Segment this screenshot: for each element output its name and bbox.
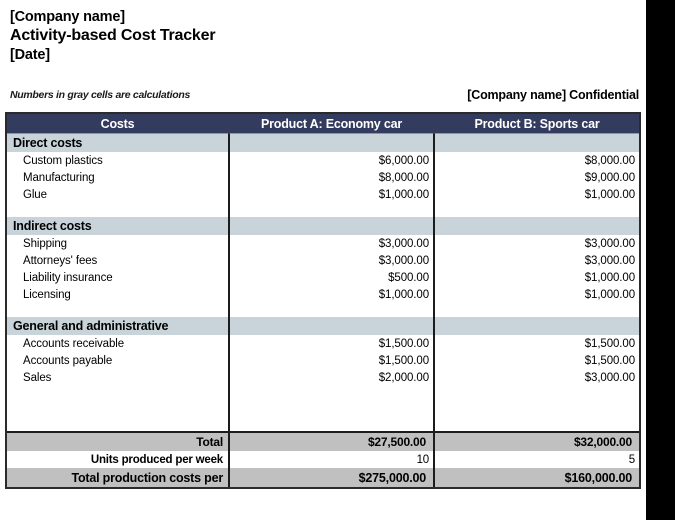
section-blank-a (229, 317, 434, 335)
section-blank-a (229, 217, 434, 235)
spacer-cell (434, 303, 639, 317)
row-value-product-a: $1,000.00 (229, 286, 434, 303)
row-value-product-b: $1,500.00 (434, 335, 639, 352)
total-value-product-a: $27,500.00 (229, 432, 434, 451)
table-row[interactable] (7, 369, 639, 386)
note-row (0, 89, 646, 107)
total-label: Total (7, 432, 229, 451)
confidential-label: [Company name] Confidential (467, 88, 639, 102)
spacer-cell (7, 203, 229, 217)
units-value-product-b: 5 (434, 451, 639, 468)
row-value-product-b: $9,000.00 (434, 169, 639, 186)
table-row[interactable] (7, 152, 639, 169)
row-value-product-b: $3,000.00 (434, 369, 639, 386)
row-label: Glue (23, 188, 47, 201)
cost-table-body (7, 114, 639, 487)
row-label: Manufacturing (23, 171, 95, 184)
table-row[interactable] (7, 252, 639, 269)
section-blank-b (434, 217, 639, 235)
document-title: Activity-based Cost Tracker (10, 27, 216, 44)
section-title: Indirect costs (7, 217, 229, 235)
spacer-row (7, 386, 639, 432)
header-costs: Costs (7, 114, 229, 134)
title-block (10, 8, 630, 64)
spacer-cell (434, 386, 639, 432)
row-value-product-b: $3,000.00 (434, 235, 639, 252)
table-row[interactable] (7, 169, 639, 186)
table-row[interactable] (7, 269, 639, 286)
cost-table (7, 114, 639, 487)
row-label: Shipping (23, 237, 67, 250)
units-value-product-a: 10 (229, 451, 434, 468)
table-header-row (7, 114, 639, 134)
row-value-product-a: $1,500.00 (229, 352, 434, 369)
total-value-product-b: $32,000.00 (434, 432, 639, 451)
row-label: Licensing (23, 288, 71, 301)
units-label: Units produced per week (7, 451, 229, 468)
row-value-product-b: $1,500.00 (434, 352, 639, 369)
row-value-product-b: $1,000.00 (434, 186, 639, 203)
row-label: Accounts receivable (23, 337, 125, 350)
spacer-cell (229, 386, 434, 432)
gray-cells-note: Numbers in gray cells are calculations (10, 89, 191, 101)
production-total-product-b: $160,000.00 (434, 468, 639, 487)
row-value-product-a: $3,000.00 (229, 235, 434, 252)
row-label: Sales (23, 371, 52, 384)
right-gutter (646, 0, 675, 520)
row-value-product-a: $1,000.00 (229, 186, 434, 203)
document-date: [Date] (10, 47, 50, 63)
section-blank-b (434, 134, 639, 153)
spacer-row (7, 303, 639, 317)
cost-table-wrapper (5, 112, 641, 489)
section-header-row (7, 317, 639, 335)
section-header-row (7, 217, 639, 235)
section-title: Direct costs (7, 134, 229, 153)
spacer-cell (229, 303, 434, 317)
production-total-label: Total production costs per (7, 468, 229, 487)
row-label: Custom plastics (23, 154, 103, 167)
section-blank-a (229, 134, 434, 153)
row-value-product-b: $8,000.00 (434, 152, 639, 169)
section-blank-b (434, 317, 639, 335)
spacer-cell (7, 303, 229, 317)
spacer-row (7, 203, 639, 217)
total-production-costs-row (7, 468, 639, 487)
table-row[interactable] (7, 335, 639, 352)
row-label: Liability insurance (23, 271, 113, 284)
company-name-title: [Company name] (10, 9, 125, 25)
row-value-product-b: $1,000.00 (434, 286, 639, 303)
spacer-cell (229, 203, 434, 217)
row-label: Attorneys' fees (23, 254, 98, 267)
row-value-product-a: $6,000.00 (229, 152, 434, 169)
row-value-product-a: $1,500.00 (229, 335, 434, 352)
row-value-product-a: $500.00 (229, 269, 434, 286)
units-produced-row[interactable] (7, 451, 639, 468)
row-value-product-a: $2,000.00 (229, 369, 434, 386)
total-row (7, 432, 639, 451)
table-row[interactable] (7, 186, 639, 203)
production-total-product-a: $275,000.00 (229, 468, 434, 487)
row-value-product-b: $3,000.00 (434, 252, 639, 269)
row-value-product-a: $8,000.00 (229, 169, 434, 186)
table-row[interactable] (7, 286, 639, 303)
header-product-a: Product A: Economy car (229, 114, 434, 134)
section-title: General and administrative (7, 317, 229, 335)
row-value-product-b: $1,000.00 (434, 269, 639, 286)
row-label: Accounts payable (23, 354, 113, 367)
table-row[interactable] (7, 235, 639, 252)
row-value-product-a: $3,000.00 (229, 252, 434, 269)
spacer-cell (434, 203, 639, 217)
header-product-b: Product B: Sports car (434, 114, 639, 134)
section-header-row (7, 134, 639, 153)
spacer-cell (7, 386, 229, 432)
table-row[interactable] (7, 352, 639, 369)
